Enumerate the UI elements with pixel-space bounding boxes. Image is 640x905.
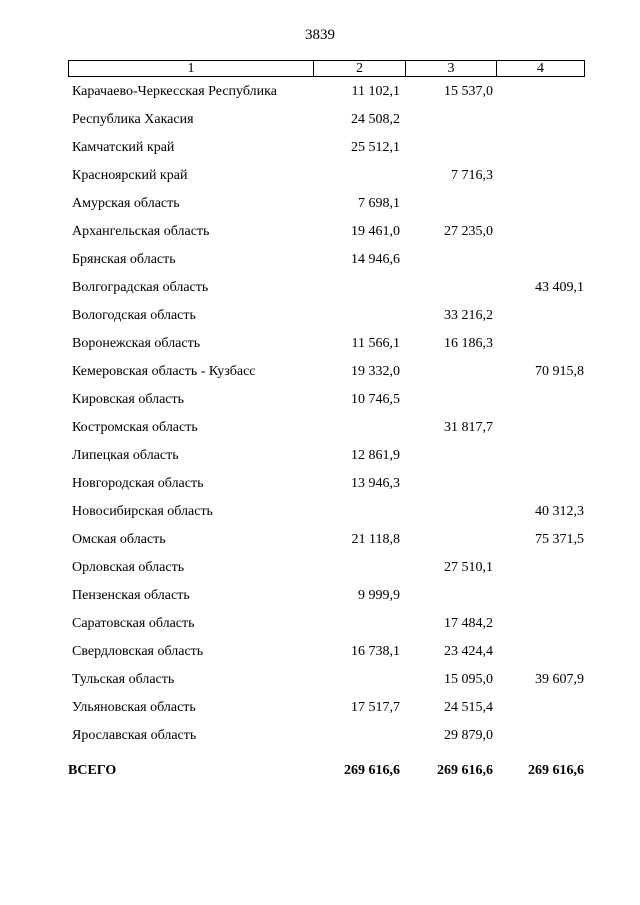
value-col3: 16 186,3 bbox=[444, 336, 493, 351]
region-name: Пензенская область bbox=[72, 588, 190, 603]
table-row bbox=[0, 698, 640, 726]
region-name: Брянская область bbox=[72, 252, 176, 267]
table-row bbox=[0, 474, 640, 502]
value-col3: 27 510,1 bbox=[444, 560, 493, 575]
table-row bbox=[0, 362, 640, 390]
table-body bbox=[0, 82, 640, 754]
value-col2: 25 512,1 bbox=[351, 140, 400, 155]
table-row bbox=[0, 670, 640, 698]
table-row bbox=[0, 558, 640, 586]
value-col3: 7 716,3 bbox=[451, 168, 493, 183]
table-row bbox=[0, 278, 640, 306]
table-row bbox=[0, 530, 640, 558]
value-col3: 29 879,0 bbox=[444, 728, 493, 743]
value-col2: 7 698,1 bbox=[358, 196, 400, 211]
region-name: Тульская область bbox=[72, 672, 175, 687]
table-row bbox=[0, 306, 640, 334]
region-name: Новгородская область bbox=[72, 476, 204, 491]
column-header-3: 3 bbox=[405, 61, 496, 76]
table-header bbox=[68, 60, 585, 77]
table-row bbox=[0, 446, 640, 474]
region-name: Кировская область bbox=[72, 392, 185, 407]
table-row bbox=[0, 138, 640, 166]
region-name: Омская область bbox=[72, 532, 166, 547]
value-col3: 15 095,0 bbox=[444, 672, 493, 687]
value-col3: 23 424,4 bbox=[444, 644, 493, 659]
value-col2: 10 746,5 bbox=[351, 392, 400, 407]
value-col4: 43 409,1 bbox=[535, 280, 584, 295]
value-col2: 11 566,1 bbox=[351, 336, 400, 351]
value-col4: 39 607,9 bbox=[535, 672, 584, 687]
table-row bbox=[0, 334, 640, 362]
table-row bbox=[0, 222, 640, 250]
table-row bbox=[0, 642, 640, 670]
region-name: Ульяновская область bbox=[72, 700, 196, 715]
value-col3: 15 537,0 bbox=[444, 84, 493, 99]
table-row bbox=[0, 726, 640, 754]
table-row bbox=[0, 110, 640, 138]
value-col2: 24 508,2 bbox=[351, 112, 400, 127]
region-name: Волгоградская область bbox=[72, 280, 209, 295]
value-col4: 75 371,5 bbox=[535, 532, 584, 547]
value-col2: 14 946,6 bbox=[351, 252, 400, 267]
region-name: Вологодская область bbox=[72, 308, 196, 323]
table-row bbox=[0, 586, 640, 614]
region-name: Камчатский край bbox=[72, 140, 175, 155]
region-name: Красноярский край bbox=[72, 168, 188, 183]
region-name: Кемеровская область - Кузбасс bbox=[72, 364, 256, 379]
total-row bbox=[0, 761, 640, 781]
page-number: 3839 bbox=[305, 27, 335, 43]
region-name: Воронежская область bbox=[72, 336, 201, 351]
table-row bbox=[0, 418, 640, 446]
column-header-1: 1 bbox=[187, 61, 195, 76]
table-row bbox=[0, 614, 640, 642]
region-name: Ярославская область bbox=[72, 728, 197, 743]
value-col4: 70 915,8 bbox=[535, 364, 584, 379]
table-row bbox=[0, 390, 640, 418]
region-name: Архангельская область bbox=[72, 224, 210, 239]
total-value-col2: 269 616,6 bbox=[344, 763, 400, 778]
value-col3: 17 484,2 bbox=[444, 616, 493, 631]
value-col2: 19 332,0 bbox=[351, 364, 400, 379]
value-col2: 13 946,3 bbox=[351, 476, 400, 491]
region-name: Саратовская область bbox=[72, 616, 195, 631]
region-name: Карачаево-Черкесская Республика bbox=[72, 84, 277, 99]
value-col3: 24 515,4 bbox=[444, 700, 493, 715]
total-value-col4: 269 616,6 bbox=[528, 763, 584, 778]
region-name: Орловская область bbox=[72, 560, 185, 575]
total-label: ВСЕГО bbox=[68, 763, 117, 778]
value-col3: 31 817,7 bbox=[444, 420, 493, 435]
table-row bbox=[0, 502, 640, 530]
region-name: Амурская область bbox=[72, 196, 180, 211]
value-col2: 16 738,1 bbox=[351, 644, 400, 659]
region-name: Костромская область bbox=[72, 420, 198, 435]
value-col2: 19 461,0 bbox=[351, 224, 400, 239]
value-col2: 9 999,9 bbox=[358, 588, 400, 603]
value-col2: 12 861,9 bbox=[351, 448, 400, 463]
region-name: Республика Хакасия bbox=[72, 112, 194, 127]
column-header-2: 2 bbox=[313, 61, 405, 76]
value-col3: 33 216,2 bbox=[444, 308, 493, 323]
value-col3: 27 235,0 bbox=[444, 224, 493, 239]
region-name: Свердловская область bbox=[72, 644, 204, 659]
total-value-col3: 269 616,6 bbox=[437, 763, 493, 778]
table-row bbox=[0, 194, 640, 222]
table-row bbox=[0, 250, 640, 278]
value-col2: 17 517,7 bbox=[351, 700, 400, 715]
table-row bbox=[0, 166, 640, 194]
value-col2: 21 118,8 bbox=[351, 532, 400, 547]
region-name: Липецкая область bbox=[72, 448, 179, 463]
table-row bbox=[0, 82, 640, 110]
column-header-4: 4 bbox=[496, 61, 584, 76]
value-col4: 40 312,3 bbox=[535, 504, 584, 519]
region-name: Новосибирская область bbox=[72, 504, 213, 519]
value-col2: 11 102,1 bbox=[351, 84, 400, 99]
